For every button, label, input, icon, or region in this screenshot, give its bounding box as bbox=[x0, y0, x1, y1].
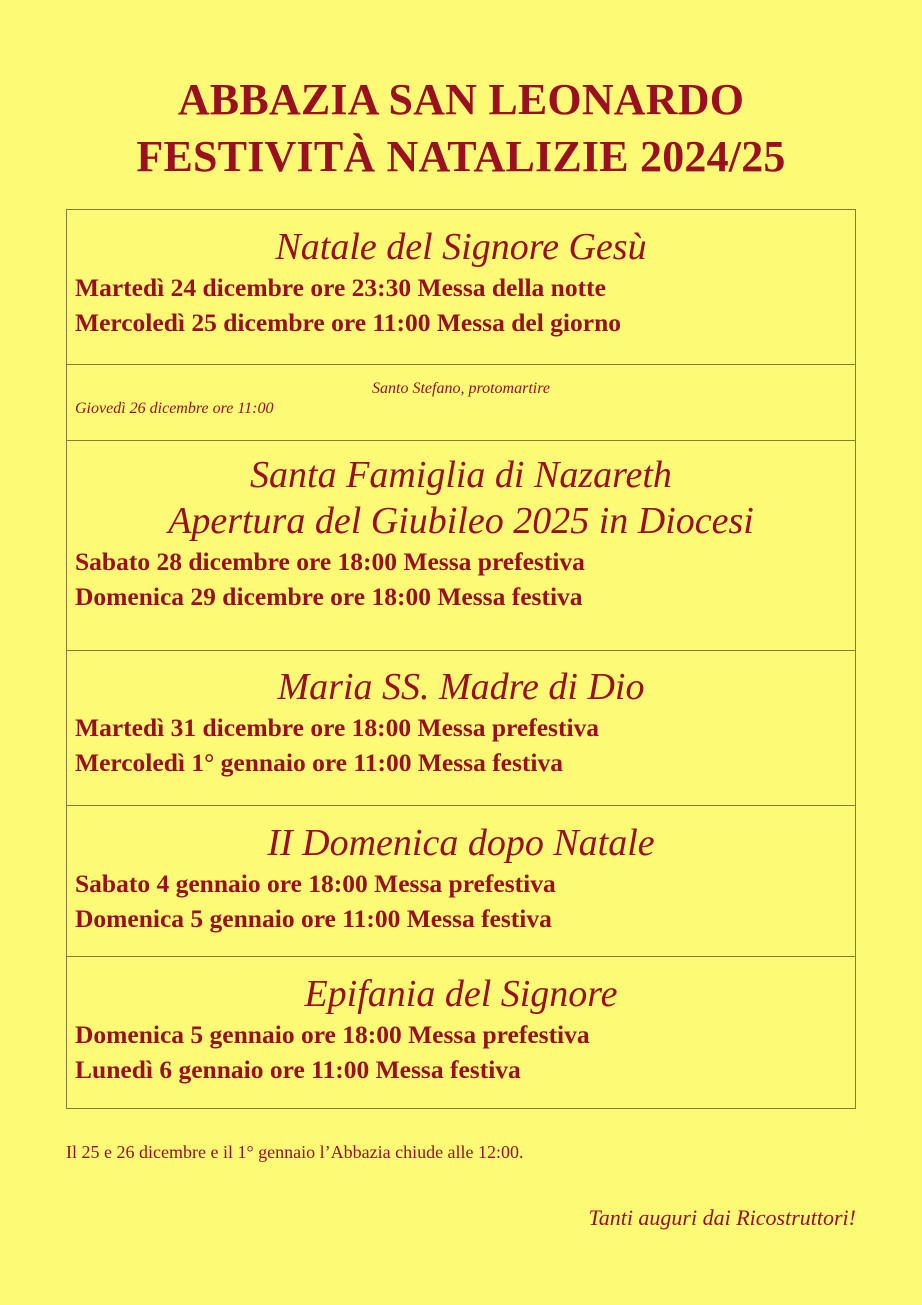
section-heading: Santo Stefano, protomartire bbox=[372, 380, 550, 397]
schedule-line: Mercoledì 25 dicembre ore 11:00 Messa del giorno bbox=[75, 308, 622, 337]
section-heading: Natale del Signore Gesù bbox=[275, 226, 647, 268]
section-heading-secondary: Apertura del Giubileo 2025 in Diocesi bbox=[168, 500, 754, 542]
schedule-line: Martedì 24 dicembre ore 23:30 Messa della notte bbox=[75, 273, 606, 302]
section-heading: Epifania del Signore bbox=[304, 973, 618, 1015]
section-heading: Maria SS. Madre di Dio bbox=[277, 666, 645, 708]
section-santa-famiglia bbox=[67, 440, 855, 650]
page-subtitle: FESTIVITÀ NATALIZIE 2024/25 bbox=[136, 132, 786, 181]
schedule-line: Mercoledì 1° gennaio ore 11:00 Messa festiva bbox=[75, 748, 563, 777]
closing-hours-note: Il 25 e 26 dicembre e il 1° gennaio l’Abbazia chiude alle 12:00. bbox=[66, 1142, 524, 1162]
schedule-line: Sabato 4 gennaio ore 18:00 Messa prefestiva bbox=[75, 869, 556, 898]
schedule-line: Domenica 29 dicembre ore 18:00 Messa festiva bbox=[75, 582, 583, 611]
schedule-line: Giovedì 26 dicembre ore 11:00 bbox=[75, 400, 274, 417]
schedule-line: Martedì 31 dicembre ore 18:00 Messa prefestiva bbox=[75, 713, 600, 742]
greeting-text: Tanti auguri dai Ricostruttori! bbox=[588, 1205, 856, 1230]
schedule-table bbox=[66, 209, 856, 1109]
schedule-line: Sabato 28 dicembre ore 18:00 Messa prefestiva bbox=[75, 547, 585, 576]
schedule-line: Domenica 5 gennaio ore 11:00 Messa festiva bbox=[75, 904, 552, 933]
section-heading: Santa Famiglia di Nazareth bbox=[250, 454, 672, 496]
section-heading: II Domenica dopo Natale bbox=[267, 822, 655, 864]
schedule-line: Domenica 5 gennaio ore 18:00 Messa prefestiva bbox=[75, 1020, 590, 1049]
schedule-line: Lunedì 6 gennaio ore 11:00 Messa festiva bbox=[75, 1055, 521, 1084]
section-epifania bbox=[67, 956, 855, 1108]
section-ii-domenica bbox=[67, 805, 855, 956]
page-title: ABBAZIA SAN LEONARDO bbox=[177, 75, 745, 124]
section-maria-madre-di-dio bbox=[67, 650, 855, 805]
section-santo-stefano bbox=[67, 364, 855, 440]
section-natale bbox=[67, 210, 855, 364]
